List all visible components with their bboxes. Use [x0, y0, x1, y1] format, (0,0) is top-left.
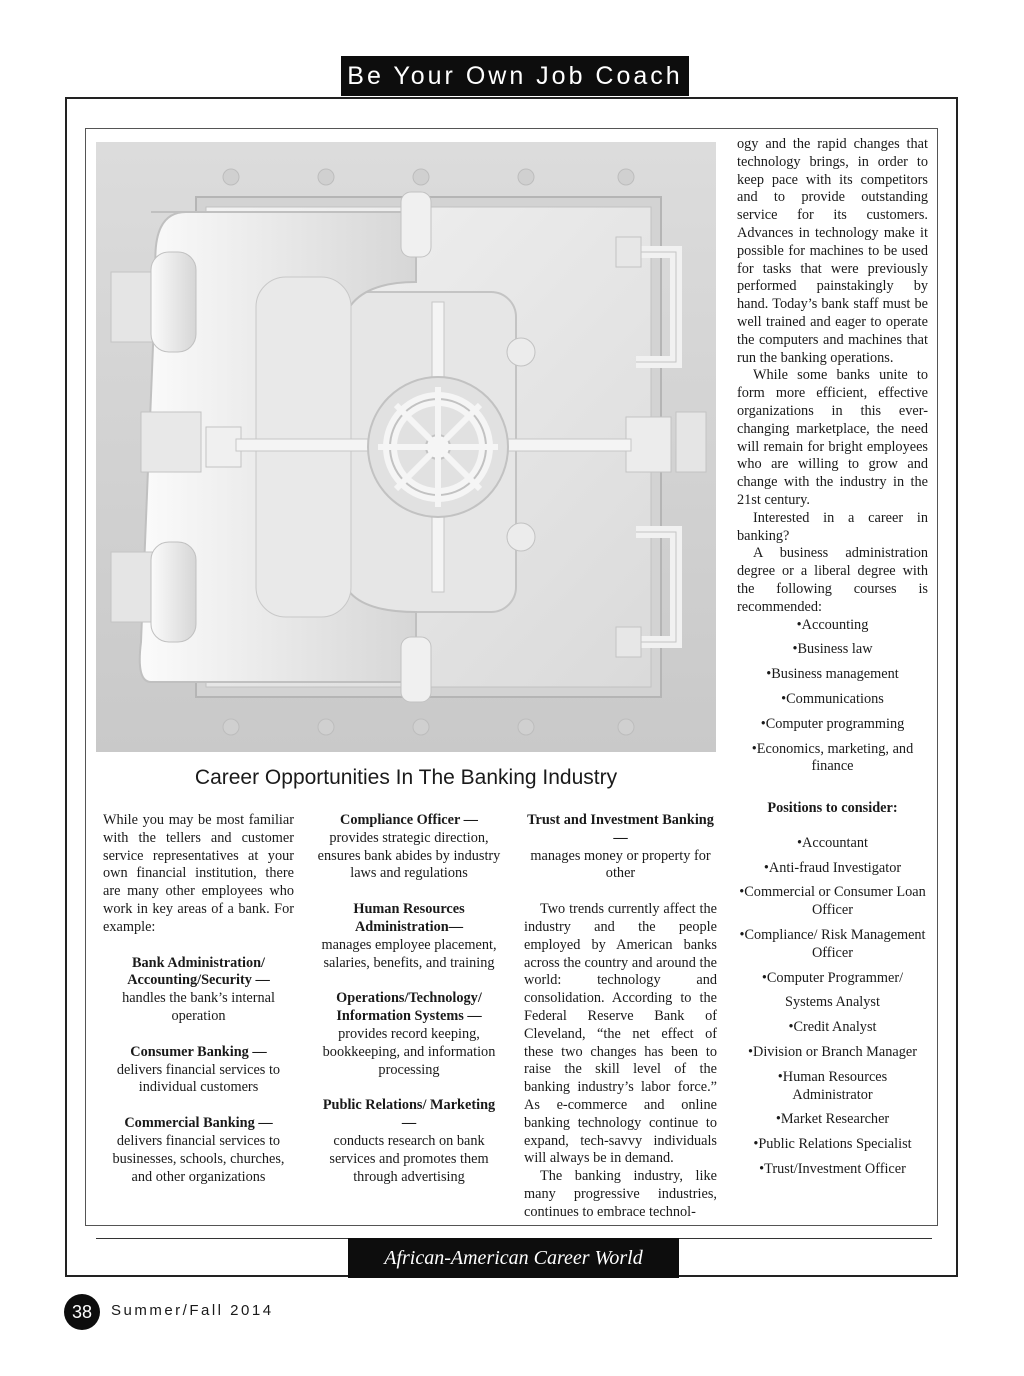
- article-column-2: [316, 812, 502, 1186]
- list-item: •Communications: [781, 690, 884, 707]
- job-title: Trust and Investment Banking —: [527, 812, 714, 846]
- job-title: Operations/Technology/ Information Systems —: [336, 990, 482, 1025]
- job-description: manages money or property for other: [530, 847, 711, 882]
- body-paragraph: ogy and the rapid changes that technology brings, in order to keep pace with its competitors and to provide outstanding service for its customers. Advances in technology make it possible for machines to be used for tasks that were previously performed painstakingly by hand. Today’s bank staff must be well trained and eager to operate the computers and machines that run the banking operations.: [737, 136, 928, 366]
- job-title: Public Relations/ Marketing—: [322, 1097, 496, 1132]
- list-item: Systems Analyst: [785, 994, 880, 1011]
- article-column-3: [524, 812, 717, 1222]
- job-title: Commercial Banking —: [124, 1115, 273, 1132]
- body-paragraph: The banking industry, like many progressive industries, continues to embrace technol-: [524, 1168, 717, 1220]
- list-item: •Accounting: [796, 616, 869, 633]
- job-description: provides record keeping, bookkeeping, and information processing: [322, 1025, 496, 1078]
- list-item: •Business law: [792, 641, 873, 658]
- body-paragraph: Two trends currently affect the industry and the people employed by American banks across the country and around the world: technology and consolidation. According to the Federal Reserve Bank of Cleveland, “the net effect of these two changes has been to raise the skill level of the banking industry’s labor force.” As e-commerce and online banking technology continue to expand, tech-savvy individuals will always be in demand.: [524, 901, 717, 1167]
- job-title: Bank Administration/ Accounting/Security —: [127, 954, 270, 989]
- intro-paragraph: While you may be most familiar with the tellers and customer service representatives at your own financial institution, there are many other employees who work in key areas of a bank. For example:: [103, 812, 294, 935]
- list-item: •Credit Analyst: [788, 1019, 877, 1036]
- positions-heading: Positions to consider:: [767, 800, 898, 817]
- job-description: provides strategic direction, ensures bank abides by industry laws and regulations: [317, 829, 501, 882]
- list-item: •Business management: [766, 666, 899, 683]
- list-item: •Computer programming: [760, 715, 905, 732]
- job-description: conducts research on bank services and promotes them through advertising: [329, 1132, 489, 1185]
- issue-date: Summer/Fall 2014: [111, 1302, 274, 1319]
- list-item: •Commercial or Consumer Loan Officer: [739, 884, 926, 919]
- job-description: manages employee placement, salaries, benefits, and training: [321, 936, 497, 971]
- list-item: •Economics, marketing, and finance: [751, 740, 914, 775]
- list-item: •Compliance/ Risk Management Officer: [739, 927, 926, 961]
- list-item: •Public Relations Specialist: [753, 1136, 912, 1153]
- list-item: •Trust/Investment Officer: [759, 1161, 906, 1178]
- job-description: delivers financial services to businesses, schools, churches, and other organizations: [112, 1132, 285, 1185]
- list-item: •Human Resources Administrator: [777, 1068, 888, 1103]
- job-description: delivers financial services to individual customers: [116, 1061, 281, 1096]
- article-column-1: [103, 812, 294, 1186]
- job-description: handles the bank’s internal operation: [122, 990, 275, 1024]
- list-item: •Computer Programmer/: [761, 969, 904, 986]
- body-paragraph: While some banks unite to form more efficient, effective organizations in this ever-changing marketplace, the need will remain for bright employees who are willing to grow and change with the industry in the 21st century.: [737, 367, 928, 508]
- positions-list: [737, 800, 928, 1179]
- list-item: •Anti-fraud Investigator: [763, 859, 902, 876]
- list-item: •Accountant: [797, 834, 868, 851]
- body-paragraph: A business administration degree or a liberal degree with the following courses is recommended:: [737, 545, 928, 615]
- list-item: •Market Researcher: [775, 1111, 890, 1128]
- magazine-name: African-American Career World: [348, 1238, 679, 1278]
- article-headline: Career Opportunities In The Banking Industry: [194, 766, 618, 789]
- job-title: Human Resources Administration—: [353, 901, 465, 935]
- body-paragraph: Interested in a career in banking?: [737, 509, 928, 544]
- job-title: Compliance Officer —: [340, 812, 478, 828]
- bank-vault-door-icon: [96, 142, 716, 752]
- course-list: [737, 617, 928, 777]
- header-title: Be Your Own Job Coach: [341, 56, 689, 96]
- list-item: •Division or Branch Manager: [748, 1044, 917, 1061]
- article-column-4: [737, 136, 928, 1179]
- job-title: Consumer Banking —: [130, 1043, 267, 1060]
- page-number: 38: [64, 1294, 100, 1330]
